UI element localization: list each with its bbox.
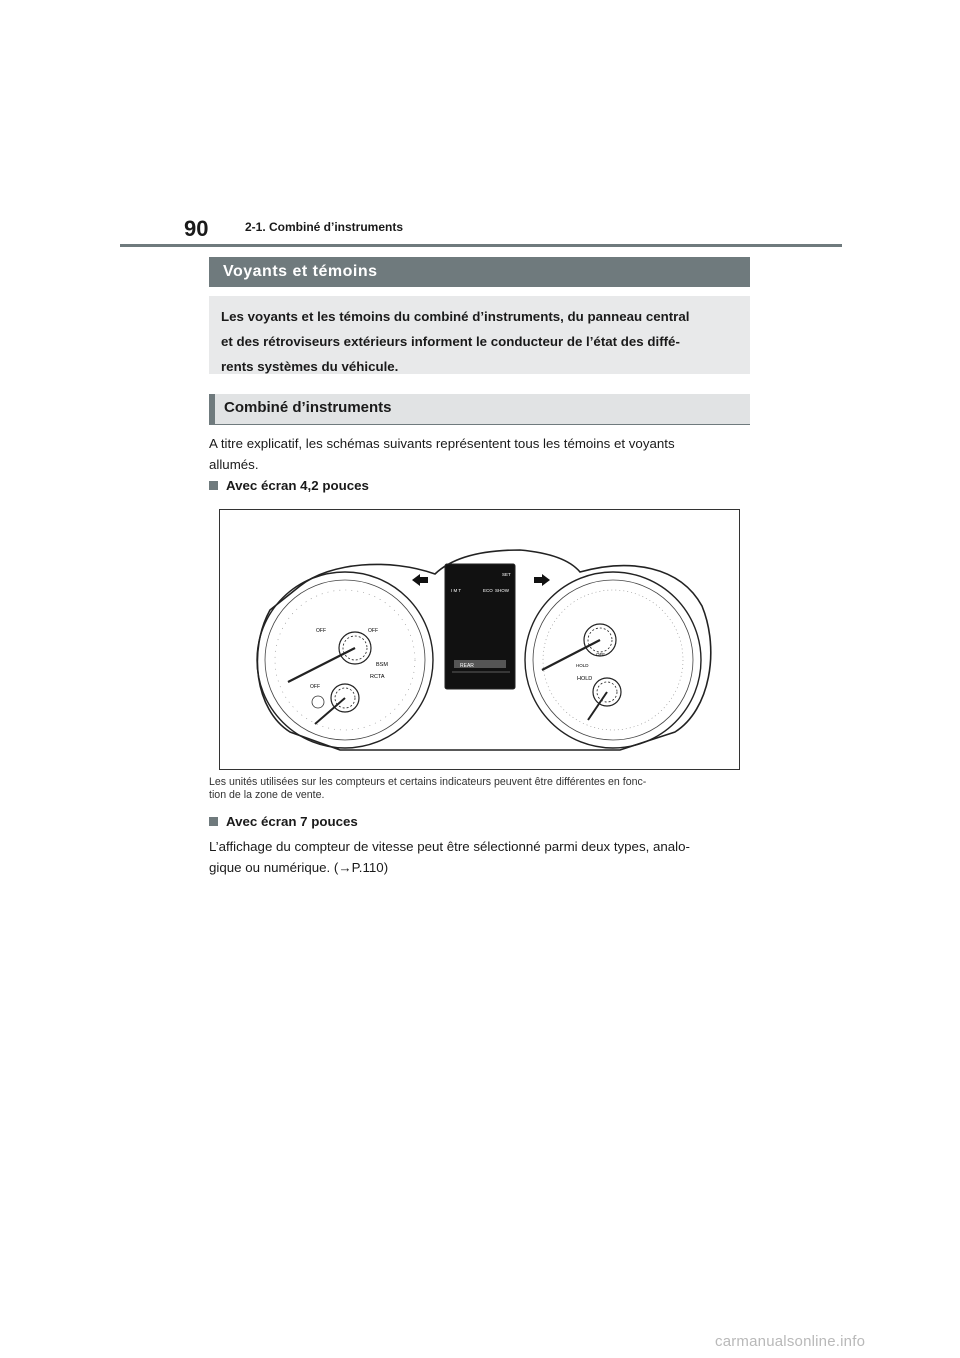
- subsection-divider: [209, 424, 750, 425]
- svg-text:OFF: OFF: [368, 628, 378, 634]
- svg-text:ECO: ECO: [483, 588, 493, 593]
- caption-line: tion de la zone de vente.: [209, 789, 325, 801]
- intro-line: rents systèmes du véhicule.: [221, 359, 399, 374]
- svg-text:OFF: OFF: [596, 652, 605, 657]
- subsection-title: Combiné d’instruments: [209, 394, 750, 424]
- instrument-cluster-illustration: [220, 510, 739, 769]
- item-heading-text: Avec écran 7 pouces: [226, 814, 358, 829]
- header-divider: [120, 244, 842, 247]
- subsection-paragraph: [209, 433, 750, 475]
- svg-text:SET: SET: [502, 572, 511, 577]
- figure-caption: [209, 776, 745, 802]
- caption-line: Les unités utilisées sur les compteurs et certains indicateurs peuvent être différentes en fonc-: [209, 776, 647, 788]
- paragraph-line: allumés.: [209, 457, 259, 472]
- section-title: Voyants et témoins: [209, 257, 750, 287]
- turn-right-arrow-icon: [534, 574, 550, 586]
- svg-text:OFF: OFF: [316, 628, 326, 634]
- intro-line: Les voyants et les témoins du combiné d’instruments, du panneau central: [221, 309, 690, 324]
- chapter-title: 2-1. Combiné d’instruments: [245, 220, 404, 234]
- svg-text:REAR: REAR: [460, 663, 474, 669]
- intro-box: [209, 296, 750, 374]
- intro-line: et des rétroviseurs extérieurs informent le conducteur de l’état des diffé-: [221, 334, 680, 349]
- square-bullet-icon: [209, 481, 218, 490]
- item2-paragraph: [209, 836, 750, 878]
- instrument-cluster-figure: [219, 509, 740, 770]
- square-bullet-icon: [209, 817, 218, 826]
- paragraph-line: L’affichage du compteur de vitesse peut être sélectionné parmi deux types, analo-: [209, 839, 690, 854]
- svg-text:HOLD: HOLD: [577, 676, 593, 682]
- svg-text:SHOW: SHOW: [495, 588, 509, 593]
- page-number: 90: [184, 216, 209, 241]
- item-heading-4-2: [209, 478, 369, 493]
- paragraph-line: gique ou numérique. (→P.110): [209, 860, 389, 875]
- svg-text:HOLD: HOLD: [576, 663, 589, 668]
- speedometer-gauge: [525, 572, 701, 748]
- turn-left-arrow-icon: [412, 574, 428, 586]
- center-display: [445, 564, 515, 689]
- paragraph-line: A titre explicatif, les schémas suivants représentent tous les témoins et voyants: [209, 436, 675, 451]
- item-heading-text: Avec écran 4,2 pouces: [226, 478, 369, 493]
- svg-text:BSM: BSM: [376, 662, 388, 668]
- item-heading-7: [209, 814, 358, 829]
- svg-text:I M T: I M T: [451, 588, 462, 593]
- svg-text:OFF: OFF: [310, 684, 320, 690]
- watermark-text: carmanualsonline.info: [715, 1333, 866, 1350]
- svg-text:RCTA: RCTA: [370, 674, 385, 680]
